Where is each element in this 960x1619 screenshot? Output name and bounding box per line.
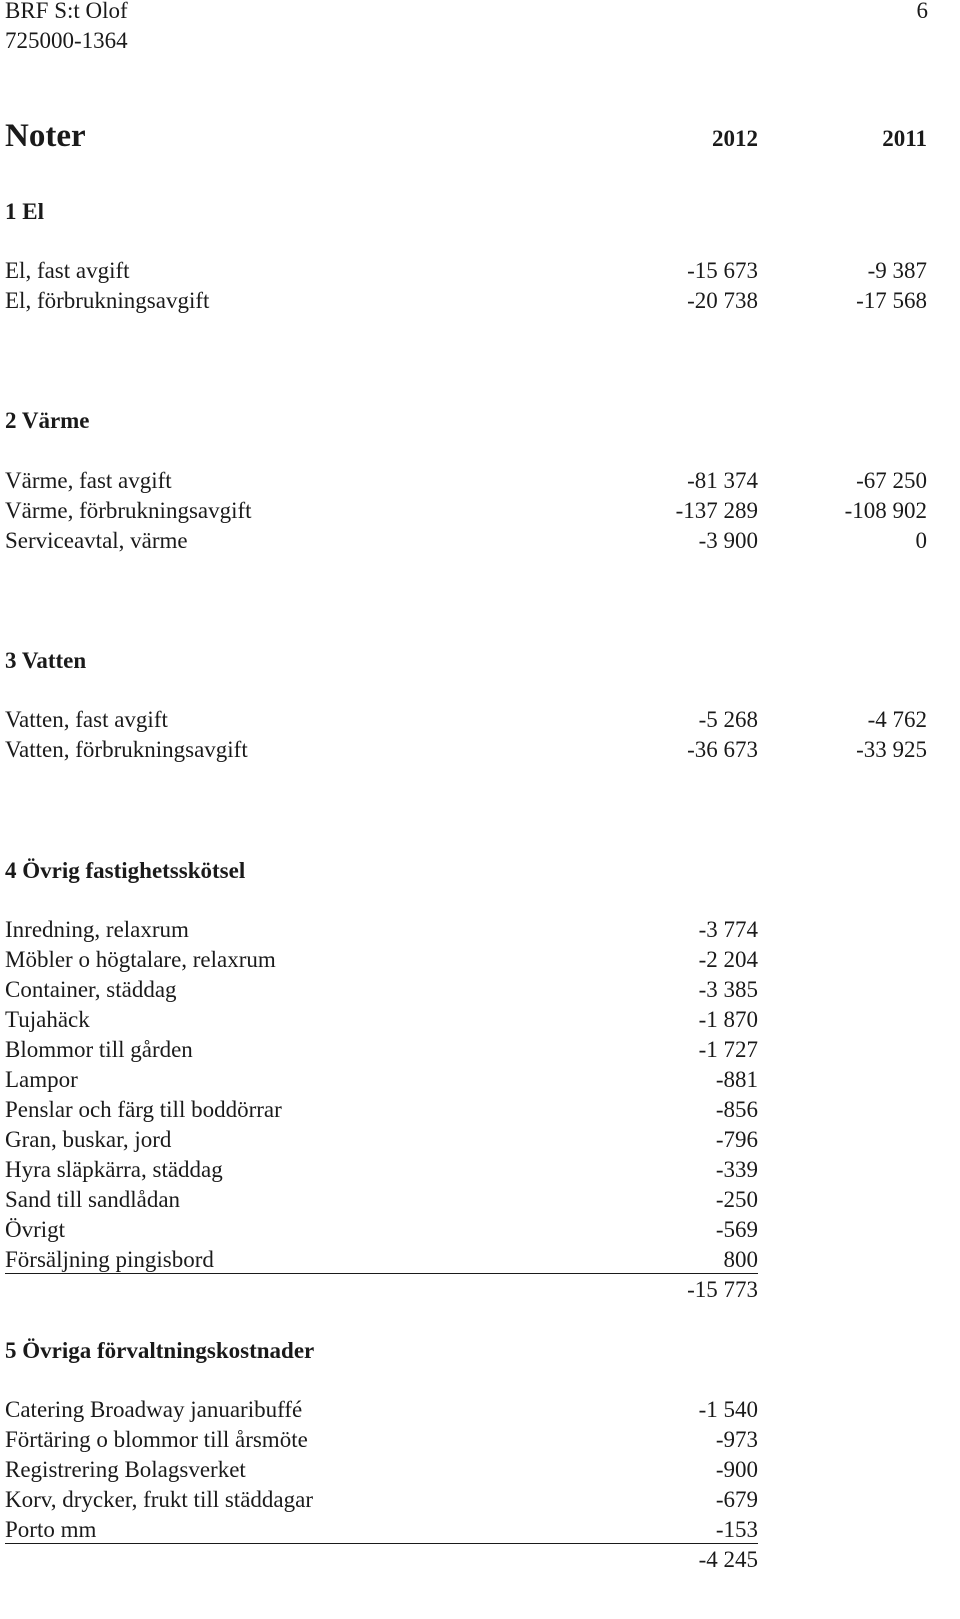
value-2012: -1 870 — [698, 1007, 758, 1032]
table-row — [5, 916, 927, 946]
sum-underline — [5, 1273, 758, 1274]
row-label: Registrering Bolagsverket — [5, 1457, 246, 1482]
table-row — [5, 1246, 927, 1276]
value-2012: -1 540 — [698, 1397, 758, 1422]
table-row — [5, 257, 927, 287]
value-2011: -67 250 — [856, 468, 927, 493]
value-2012: -973 — [715, 1427, 758, 1452]
table-row — [5, 1006, 927, 1036]
table-row — [5, 976, 927, 1006]
section-heading-varme: 2 Värme — [5, 408, 90, 433]
row-label: Tujahäck — [5, 1007, 90, 1032]
total-row — [5, 1276, 927, 1306]
row-label: Blommor till gården — [5, 1037, 193, 1062]
value-2012: -3 385 — [698, 977, 758, 1002]
section-total: -4 245 — [698, 1547, 758, 1572]
value-2011: -9 387 — [867, 258, 927, 283]
table-row — [5, 1126, 927, 1156]
value-2012: -679 — [715, 1487, 758, 1512]
value-2012: 800 — [723, 1247, 758, 1272]
page-number: 6 — [916, 0, 928, 23]
row-label: Vatten, fast avgift — [5, 707, 168, 732]
value-2011: 0 — [915, 528, 927, 553]
section-heading-ovrig-fastighetsskotsel: 4 Övrig fastighetsskötsel — [5, 858, 246, 883]
value-2012: -3 774 — [698, 917, 758, 942]
value-2012: -2 204 — [698, 947, 758, 972]
table-row — [5, 706, 927, 736]
section-total: -15 773 — [687, 1277, 758, 1302]
year-header-2011: 2011 — [882, 126, 927, 151]
value-2012: -339 — [715, 1157, 758, 1182]
row-label: Värme, förbrukningsavgift — [5, 498, 252, 523]
row-label: Hyra släpkärra, städdag — [5, 1157, 223, 1182]
table-row — [5, 1096, 927, 1126]
table-row — [5, 1396, 927, 1426]
value-2012: -250 — [715, 1187, 758, 1212]
row-label: Catering Broadway januaribuffé — [5, 1397, 303, 1422]
row-label: Vatten, förbrukningsavgift — [5, 737, 248, 762]
table-row — [5, 1036, 927, 1066]
section-heading-el: 1 El — [5, 199, 44, 224]
table-row — [5, 1426, 927, 1456]
row-label: Penslar och färg till boddörrar — [5, 1097, 282, 1122]
value-2012: -796 — [715, 1127, 758, 1152]
year-header-2012: 2012 — [712, 126, 758, 151]
value-2011: -33 925 — [856, 737, 927, 762]
table-row — [5, 287, 927, 317]
value-2011: -108 902 — [844, 498, 927, 523]
section-heading-vatten: 3 Vatten — [5, 648, 87, 673]
row-label: El, förbrukningsavgift — [5, 288, 210, 313]
value-2012: -81 374 — [687, 468, 758, 493]
value-2012: -856 — [715, 1097, 758, 1122]
value-2011: -4 762 — [867, 707, 927, 732]
total-row — [5, 1546, 927, 1576]
table-row — [5, 1516, 927, 1546]
value-2012: -569 — [715, 1217, 758, 1242]
row-label: Sand till sandlådan — [5, 1187, 181, 1212]
table-row — [5, 946, 927, 976]
sum-underline — [5, 1543, 758, 1544]
table-row — [5, 1486, 927, 1516]
table-row — [5, 1216, 927, 1246]
table-row — [5, 1456, 927, 1486]
page-title: Noter — [5, 118, 86, 154]
row-label: Övrigt — [5, 1217, 66, 1242]
table-row — [5, 1186, 927, 1216]
table-row — [5, 527, 927, 557]
value-2011: -17 568 — [856, 288, 927, 313]
row-label: Försäljning pingisbord — [5, 1247, 214, 1272]
row-label: Korv, drycker, frukt till städdagar — [5, 1487, 313, 1512]
org-number: 725000-1364 — [5, 28, 128, 53]
table-row — [5, 736, 927, 766]
row-label: Värme, fast avgift — [5, 468, 172, 493]
value-2012: -36 673 — [687, 737, 758, 762]
row-label: Förtäring o blommor till årsmöte — [5, 1427, 308, 1452]
value-2012: -881 — [715, 1067, 758, 1092]
row-label: Container, städdag — [5, 977, 177, 1002]
value-2012: -137 289 — [675, 498, 758, 523]
row-label: Gran, buskar, jord — [5, 1127, 172, 1152]
row-label: Inredning, relaxrum — [5, 917, 189, 942]
value-2012: -153 — [715, 1517, 758, 1542]
row-label: Porto mm — [5, 1517, 97, 1542]
value-2012: -1 727 — [698, 1037, 758, 1062]
table-row — [5, 497, 927, 527]
row-label: Möbler o högtalare, relaxrum — [5, 947, 276, 972]
value-2012: -20 738 — [687, 288, 758, 313]
section-heading-ovriga-forvaltningskostnader: 5 Övriga förvaltningskostnader — [5, 1338, 315, 1363]
row-label: Lampor — [5, 1067, 78, 1092]
org-name: BRF S:t Olof — [5, 0, 128, 23]
value-2012: -900 — [715, 1457, 758, 1482]
table-row — [5, 467, 927, 497]
value-2012: -5 268 — [698, 707, 758, 732]
value-2012: -15 673 — [687, 258, 758, 283]
table-row — [5, 1156, 927, 1186]
row-label: Serviceavtal, värme — [5, 528, 188, 553]
row-label: El, fast avgift — [5, 258, 130, 283]
table-row — [5, 1066, 927, 1096]
value-2012: -3 900 — [698, 528, 758, 553]
